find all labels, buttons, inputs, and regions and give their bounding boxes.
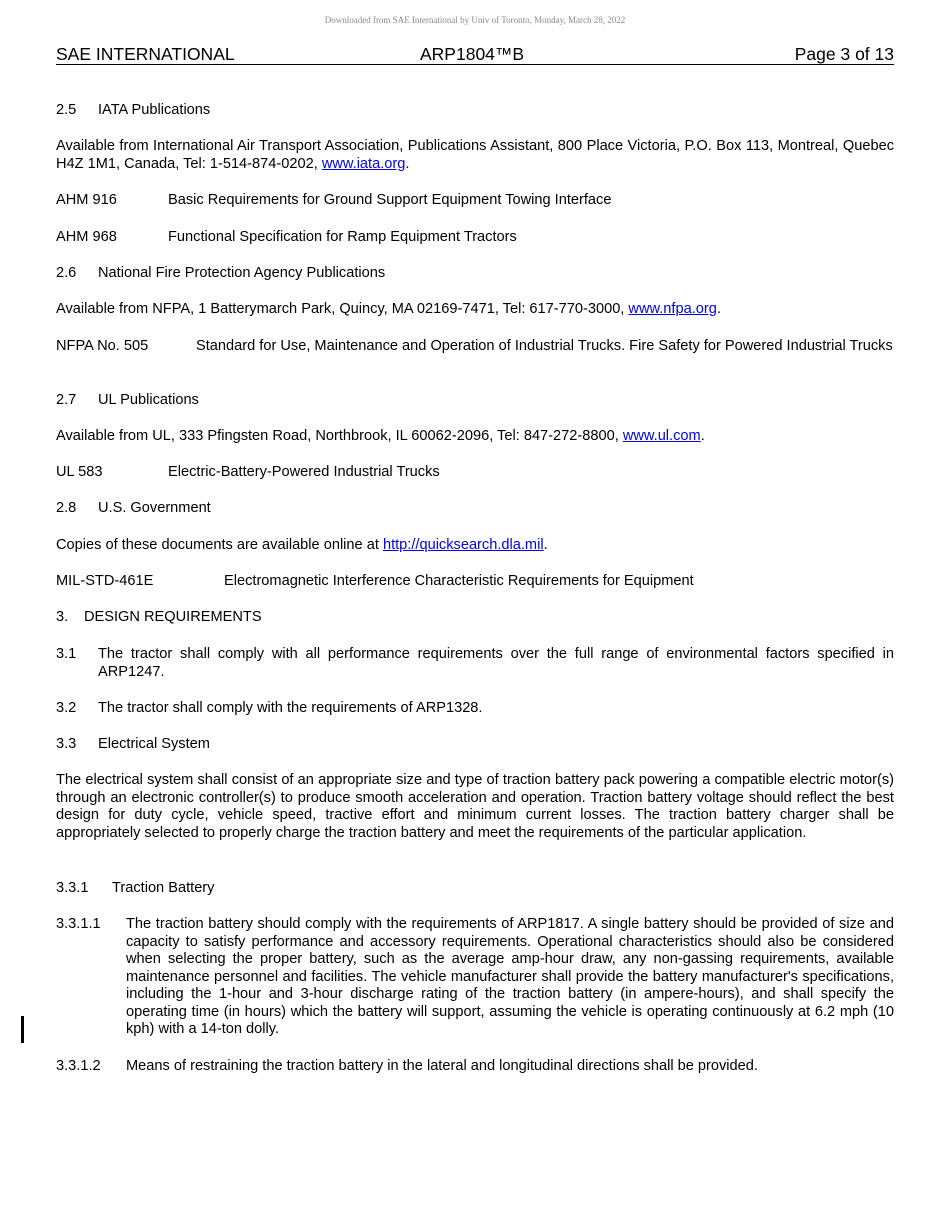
section-number: 3.3.1 — [56, 880, 89, 896]
section-title: National Fire Protection Agency Publications — [98, 265, 386, 281]
reference-code: AHM 916 — [56, 192, 117, 208]
section-number: 2.5 — [56, 102, 77, 118]
header-doc-number: ARP1804™B — [420, 44, 525, 64]
section-text: The traction battery should comply with the requirements of ARP1817. A single battery should be provided of size and capacity to satisfy performance and accessory requirements. Operational characteristics should also be considered when selecting the proper battery, such as the average amp-hour draw, any non-gassing requirements, available maintenance personnel and facilities. The vehicle manufacturer shall provide the battery manufacturer's specifications, including the 1-hour and 3-hour discharge rating of the traction battery (in ampere-hours), and shall specify the operating time (in hours) which the battery will support, assuming the vehicle is operating continuously at 6.2 mph (10 kph) with a 14-ton dolly. — [126, 916, 894, 1037]
section-title: DESIGN REQUIREMENTS — [84, 609, 262, 625]
section-title: Electrical System — [98, 736, 210, 752]
reference-entry — [56, 192, 894, 210]
section-3-3-1-heading — [56, 880, 894, 898]
section-3-heading — [56, 609, 894, 627]
nfpa-link[interactable]: www.nfpa.org — [628, 301, 717, 317]
section-3-2 — [56, 700, 894, 718]
ul-link[interactable]: www.ul.com — [622, 428, 701, 444]
section-2-7-availability: Available from UL, 333 Pfingsten Road, Northbrook, IL 60062-2096, Tel: 847-272-8800, www.ul.com. — [56, 428, 705, 444]
reference-code: MIL-STD-461E — [56, 573, 154, 589]
section-text: The tractor shall comply with all performance requirements over the full range of environmental factors specified in ARP1247. — [98, 646, 894, 680]
section-3-3-1-2 — [56, 1058, 894, 1076]
section-2-5-availability: Available from International Air Transport Association, Publications Assistant, 800 Place Victoria, P.O. Box 113, Montreal, Quebec H4Z 1M1, Canada, Tel: 1-514-874-0202, www.iata.org. — [56, 138, 894, 172]
section-3-1 — [56, 646, 894, 682]
section-3-3-heading — [56, 736, 894, 754]
reference-title: Electromagnetic Interference Characteristic Requirements for Equipment — [224, 573, 694, 589]
reference-entry — [56, 573, 894, 591]
iata-link[interactable]: www.iata.org — [321, 155, 406, 172]
section-2-7-heading — [56, 392, 894, 410]
section-title: UL Publications — [98, 392, 199, 408]
section-3-3-body: The electrical system shall consist of an appropriate size and type of traction battery pack powering a compatible electric motor(s) through an electronic controller(s) to produce smooth acceleration and operation. Traction battery voltage should reflect the best design for duty cycle, vehicle speed, tractive effort and minimum current losses. The traction battery charger shall be appropriately selected to properly charge the traction battery and meet the requirements of the particular application. — [56, 772, 894, 841]
availability-text: Available from International Air Transport Association, Publications Assistant, 800 Place Victoria, P.O. Box 113, Montreal, Quebec H4Z 1M1, Canada, Tel: 1-514-874-0202, — [56, 138, 894, 172]
section-2-5-heading — [56, 102, 894, 120]
section-2-6-heading — [56, 265, 894, 283]
availability-text: Copies of these documents are available online at — [56, 537, 383, 553]
reference-title: Functional Specification for Ramp Equipment Tractors — [168, 229, 517, 245]
reference-entry — [56, 229, 894, 247]
header-org: SAE INTERNATIONAL — [56, 44, 235, 64]
reference-entry — [56, 338, 894, 374]
section-title: IATA Publications — [98, 102, 211, 118]
section-title: Traction Battery — [112, 880, 215, 896]
section-number: 3.1 — [56, 646, 77, 662]
section-number: 2.6 — [56, 265, 77, 281]
section-number: 3. — [56, 609, 69, 625]
reference-title: Basic Requirements for Ground Support Equipment Towing Interface — [168, 192, 612, 208]
section-2-8-availability: Copies of these documents are available online at http://quicksearch.dla.mil. — [56, 537, 548, 553]
page-header — [56, 44, 894, 65]
reference-title: Electric-Battery-Powered Industrial Trucks — [168, 464, 440, 480]
section-text: Means of restraining the traction battery in the lateral and longitudinal directions shall be provided. — [126, 1058, 758, 1074]
download-watermark: Downloaded from SAE International by Univ of Toronto, Monday, March 28, 2022 — [324, 15, 626, 25]
section-2-6-availability: Available from NFPA, 1 Batterymarch Park, Quincy, MA 02169-7471, Tel: 617-770-3000, www.nfpa.org. — [56, 301, 721, 317]
text-cursor — [21, 1016, 24, 1043]
reference-code: NFPA No. 505 — [56, 338, 149, 354]
availability-text: Available from NFPA, 1 Batterymarch Park, Quincy, MA 02169-7471, Tel: 617-770-3000, — [56, 301, 629, 317]
section-text: The tractor shall comply with the requirements of ARP1328. — [98, 700, 483, 716]
reference-title: Standard for Use, Maintenance and Operation of Industrial Trucks. Fire Safety for Powered Industrial Trucks — [196, 338, 893, 354]
quicksearch-link[interactable]: http://quicksearch.dla.mil — [382, 537, 544, 553]
section-number: 2.8 — [56, 500, 77, 516]
section-number: 3.3 — [56, 736, 77, 752]
section-2-8-heading — [56, 500, 894, 518]
header-page-number: Page 3 of 13 — [794, 44, 894, 64]
section-number: 3.3.1.1 — [56, 916, 101, 932]
section-number: 2.7 — [56, 392, 77, 408]
section-3-3-1-1 — [56, 916, 894, 1042]
section-title: U.S. Government — [98, 500, 211, 516]
section-number: 3.2 — [56, 700, 77, 716]
reference-entry — [56, 464, 894, 482]
reference-code: AHM 968 — [56, 229, 117, 245]
availability-text: Available from UL, 333 Pfingsten Road, Northbrook, IL 60062-2096, Tel: 847-272-8800, — [56, 428, 623, 444]
section-number: 3.3.1.2 — [56, 1058, 101, 1074]
reference-code: UL 583 — [56, 464, 103, 480]
